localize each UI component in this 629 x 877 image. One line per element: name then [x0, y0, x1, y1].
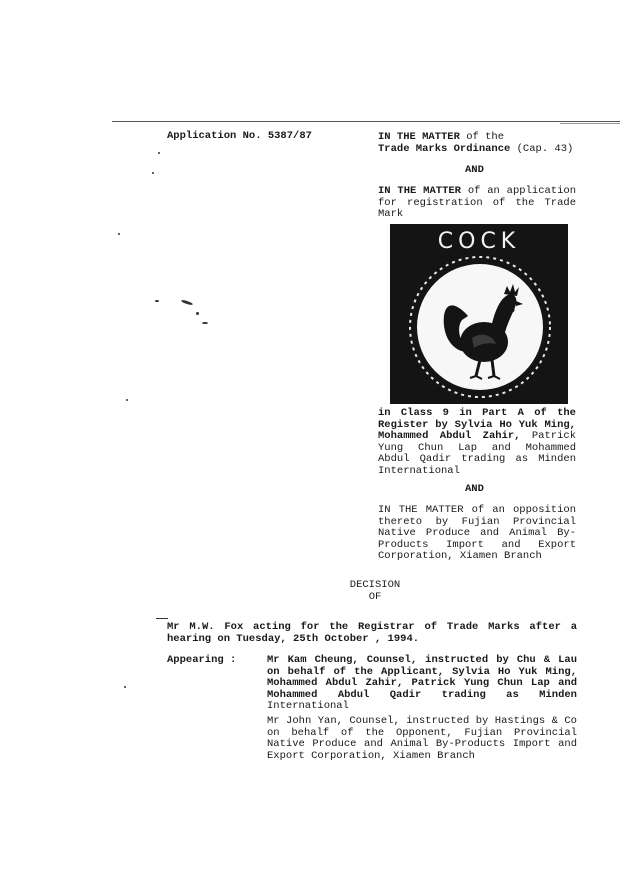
scan-speck [181, 299, 193, 306]
scan-speck [202, 322, 208, 324]
matter-heading [378, 132, 578, 155]
hearing-paragraph: Mr M.W. Fox acting for the Registrar of Trade Marks after a hearing on Tuesday, 25th October , 1994. [167, 621, 577, 645]
scan-speck [158, 152, 160, 154]
matter-label-2: IN THE MATTER [378, 185, 461, 197]
scan-speck [152, 172, 154, 174]
matter-label: IN THE MATTER [378, 131, 460, 143]
scan-speck [196, 312, 199, 315]
and-separator-1: AND [465, 164, 484, 176]
rooster-emblem-icon [390, 224, 568, 404]
header-rule-faint [560, 123, 620, 124]
ordinance-name: Trade Marks Ordinance [378, 142, 511, 155]
and-separator-2: AND [465, 483, 484, 495]
applicant-counsel-bold: Mr Kam Cheung, Counsel, instructed by Chu & Lau on behalf of the Applicant, Sylvia Ho Yuk Ming, Mohammed Abdul Zahir, Patrick Yung Chun Lap and Mohammed Abdul Qadir trading as Minden [267, 654, 577, 701]
ordinance-line [378, 144, 578, 156]
ordinance-cap: (Cap. 43) [510, 142, 574, 155]
margin-dash [156, 618, 168, 619]
opposition-paragraph: IN THE MATTER of an opposition thereto by Fujian Provincial Native Produce and Animal By-Products Import and Export Corporation, Xiamen Branch [378, 504, 576, 562]
scan-speck [118, 233, 120, 235]
decision-title-text: DECISION [349, 579, 401, 591]
header-rule [112, 121, 620, 122]
decision-of-text: OF [368, 590, 382, 603]
application-number-text: Application No. 5387/87 [167, 130, 312, 142]
class-paragraph [378, 408, 576, 477]
class-paragraph-rest: Patrick Yung Chun Lap and Mohammed Abdul Qadir trading as Minden International [378, 430, 576, 477]
applicant-counsel-rest: International [267, 700, 349, 712]
application-matter [378, 186, 576, 221]
application-number [167, 131, 312, 143]
matter-rest: of the [459, 131, 505, 143]
application-matter-text: of an application for registration of the Trade Mark [378, 185, 576, 220]
appearing-label: Appearing : [167, 654, 237, 666]
scan-speck [126, 399, 128, 401]
scan-speck [155, 300, 159, 302]
trade-mark-logo [390, 224, 568, 404]
scan-speck [124, 686, 126, 688]
opponent-counsel: Mr John Yan, Counsel, instructed by Hastings & Co on behalf of the Opponent, Fujian Provincial Native Produce and Animal By-Products Import and Export Corporation, Xiamen Branch [267, 715, 577, 762]
class-paragraph-bold: in Class 9 in Part A of the Register by Sylvia Ho Yuk Ming, Mohammed Abdul Zahir, [378, 407, 576, 442]
logo-wordmark: COCK [437, 229, 521, 254]
decision-title [347, 580, 403, 603]
applicant-counsel [267, 655, 577, 713]
